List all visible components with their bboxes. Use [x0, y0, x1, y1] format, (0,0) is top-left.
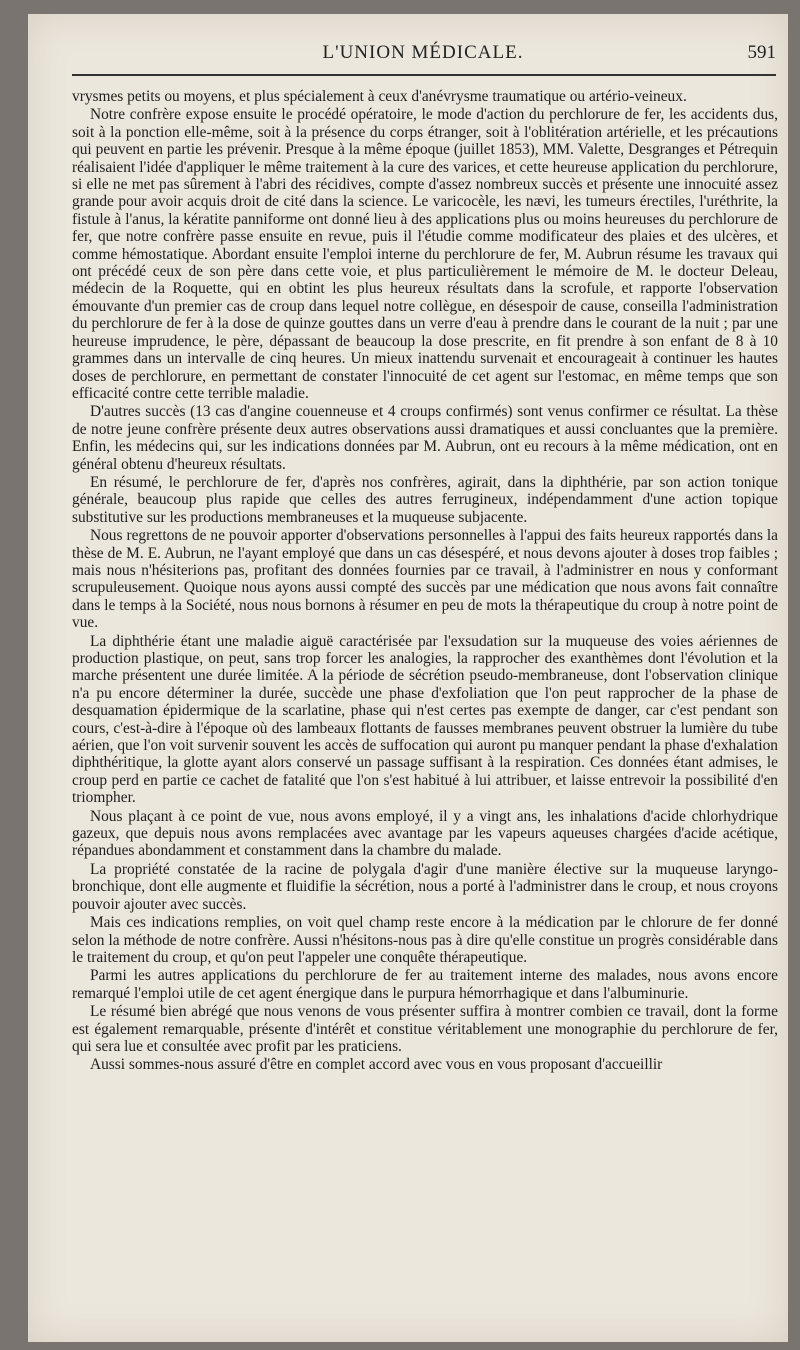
- paragraph-4: En résumé, le perchlorure de fer, d'après nos confrères, agirait, dans la diphthérie, par son action tonique générale, beaucoup plus rapide que celles des autres ferrugineux, indépendamment d'une action topique substitutive sur les productions membraneuses et la muqueuse subjacente.: [72, 473, 778, 526]
- journal-title: L'UNION MÉDICALE.: [322, 42, 524, 63]
- paragraph-6: La diphthérie étant une maladie aiguë caractérisée par l'exsudation sur la muqueuse des voies aériennes de production plastique, on peut, sans trop forcer les analogies, la rapprocher des exanthèmes dont l'évolution et la marche présentent une durée limitée. A la période de sécrétion pseudo-membraneuse, dont l'observation clinique n'a pu encore déterminer la durée, succède une phase d'exfoliation que l'on peut rapprocher de la phase de desquamation épidermique de la scarlatine, phase qui n'est certes pas exempte de danger, car c'est pendant son cours, c'est-à-dire à l'époque où des lambeaux flottants de fausses membranes peuvent obstruer la lumière du tube aérien, que l'on voit survenir souvent les accès de suffocation qui auront pu manquer pendant la phase d'exhalation diphthéritique, la glotte ayant alors conservé un passage suffisant à la respiration. Ces données étant admises, le croup perd en partie ce cachet de fatalité que l'on s'est habitué à lui attribuer, et laisse entrevoir la possibilité d'en triompher.: [72, 632, 778, 807]
- paragraph-2: Notre confrère expose ensuite le procédé opératoire, le mode d'action du perchlorure de fer, les accidents dus, soit à la ponction elle-même, soit à la présence du corps étranger, soit à l'oblitération artérielle, et les précautions qui peuvent en partie les prévenir. Presque à la même époque (juillet 1853), MM. Valette, Desgranges et Pétrequin réalisaient l'idée d'appliquer le même traitement à la cure des varices, et cette heureuse application du perchlorure, si elle ne met pas sûrement à l'abri des récidives, compte d'assez nombreux succès et présente une innocuité assez grande pour avoir acquis droit de cité dans la science. Le varicocèle, les nævi, les tumeurs érectiles, l'uréthrite, la fistule à l'anus, la kératite panniforme ont donné lieu à des applications plus ou moins heureuses du perchlorure de fer, que notre confrère passe ensuite en revue, puis il l'étudie comme modificateur des plaies et des ulcères, et comme hémostatique. Abordant ensuite l'emploi interne du perchlorure de fer, M. Aubrun résume les travaux qui ont précédé ceux de son père dans cette voie, et plus particulièrement le mémoire de M. le docteur Deleau, médecin de la Roquette, qui en obtint les plus heureux résultats dans la scrofule, et rapporte l'observation émouvante d'un premier cas de croup dans lequel notre collègue, en désespoir de cause, conseilla l'administration du perchlorure de fer à la dose de quinze gouttes dans un verre d'eau à prendre dans le courant de la nuit ; par une heureuse imprudence, le père, dépassant de beaucoup la dose prescrite, en fit prendre à son enfant de 8 à 10 grammes dans un intervalle de cinq heures. Un mieux inattendu survenait et encourageait à continuer les hautes doses de perchlorure, en permettant de constater l'innocuité de cet agent sur l'estomac, en même temps que son efficacité contre cette terrible maladie.: [72, 106, 778, 402]
- header-rule: [72, 74, 776, 76]
- paragraph-1: vrysmes petits ou moyens, et plus spécialement à ceux d'anévrysme traumatique ou artério-veineux.: [72, 88, 687, 105]
- paragraph-11: Le résumé bien abrégé que nous venons de vous présenter suffira à montrer combien ce travail, dont la forme est également remarquable, présente d'intérêt et constitue véritablement une monographie du perchlorure de fer, qui sera lue et consultée avec profit par les praticiens.: [72, 1003, 778, 1055]
- journal-page: [28, 14, 788, 1342]
- paragraph-12: Aussi sommes-nous assuré d'être en complet accord avec vous en vous proposant d'accueillir: [90, 1056, 663, 1074]
- page-number: 591: [747, 42, 776, 63]
- paragraph-5: Nous regrettons de ne pouvoir apporter d'observations personnelles à l'appui des faits heureux rapportés dans la thèse de M. E. Aubrun, ne l'ayant employé que dans un cas désespéré, et nous devons ajouter à doses trop faibles ; mais nous n'hésiterions pas, profitant des données fournies par ce travail, à l'administrer en nous y conformant scrupuleusement. Quoique nous ayons aussi compté des succès par une médication que nous avons fait connaître dans le temps à la Société, nous nous bornons à résumer en peu de mots la thérapeutique du croup à notre point de vue.: [72, 527, 778, 632]
- paragraph-10: Parmi les autres applications du perchlorure de fer au traitement interne des malades, nous avons encore remarqué l'emploi utile de cet agent énergique dans le purpura hémorrhagique et dans l'albuminurie.: [72, 967, 778, 1002]
- paragraph-9: Mais ces indications remplies, on voit quel champ reste encore à la médication par le chlorure de fer donné selon la méthode de notre confrère. Aussi n'hésitons-nous pas à dire qu'elle constitue un progrès considérable dans le traitement du croup, et qu'on peut l'appeler une conquête thérapeutique.: [72, 914, 778, 966]
- article-body: [72, 88, 778, 1075]
- paragraph-7: Nous plaçant à ce point de vue, nous avons employé, il y a vingt ans, les inhalations d'acide chlorhydrique gazeux, que depuis nous avons remplacées avec avantage par les vapeurs aqueuses chargées d'acide acétique, répandues abondamment et constamment dans la chambre du malade.: [72, 807, 778, 860]
- page-header: [70, 42, 776, 70]
- paragraph-8: La propriété constatée de la racine de polygala d'agir d'une manière élective sur la muqueuse laryngo-bronchique, dont elle augmente et fluidifie la sécrétion, nous a porté à l'administrer dans le croup, et nous croyons pouvoir ajouter avec succès.: [72, 860, 778, 913]
- paragraph-3: D'autres succès (13 cas d'angine couenneuse et 4 croups confirmés) sont venus confirmer ce résultat. La thèse de notre jeune confrère présente deux autres observations aussi dramatiques et aussi concluantes que la première. Enfin, les médecins qui, sur les indications données par M. Aubrun, ont eu recours à la même médication, ont en général obtenu d'heureux résultats.: [72, 403, 778, 473]
